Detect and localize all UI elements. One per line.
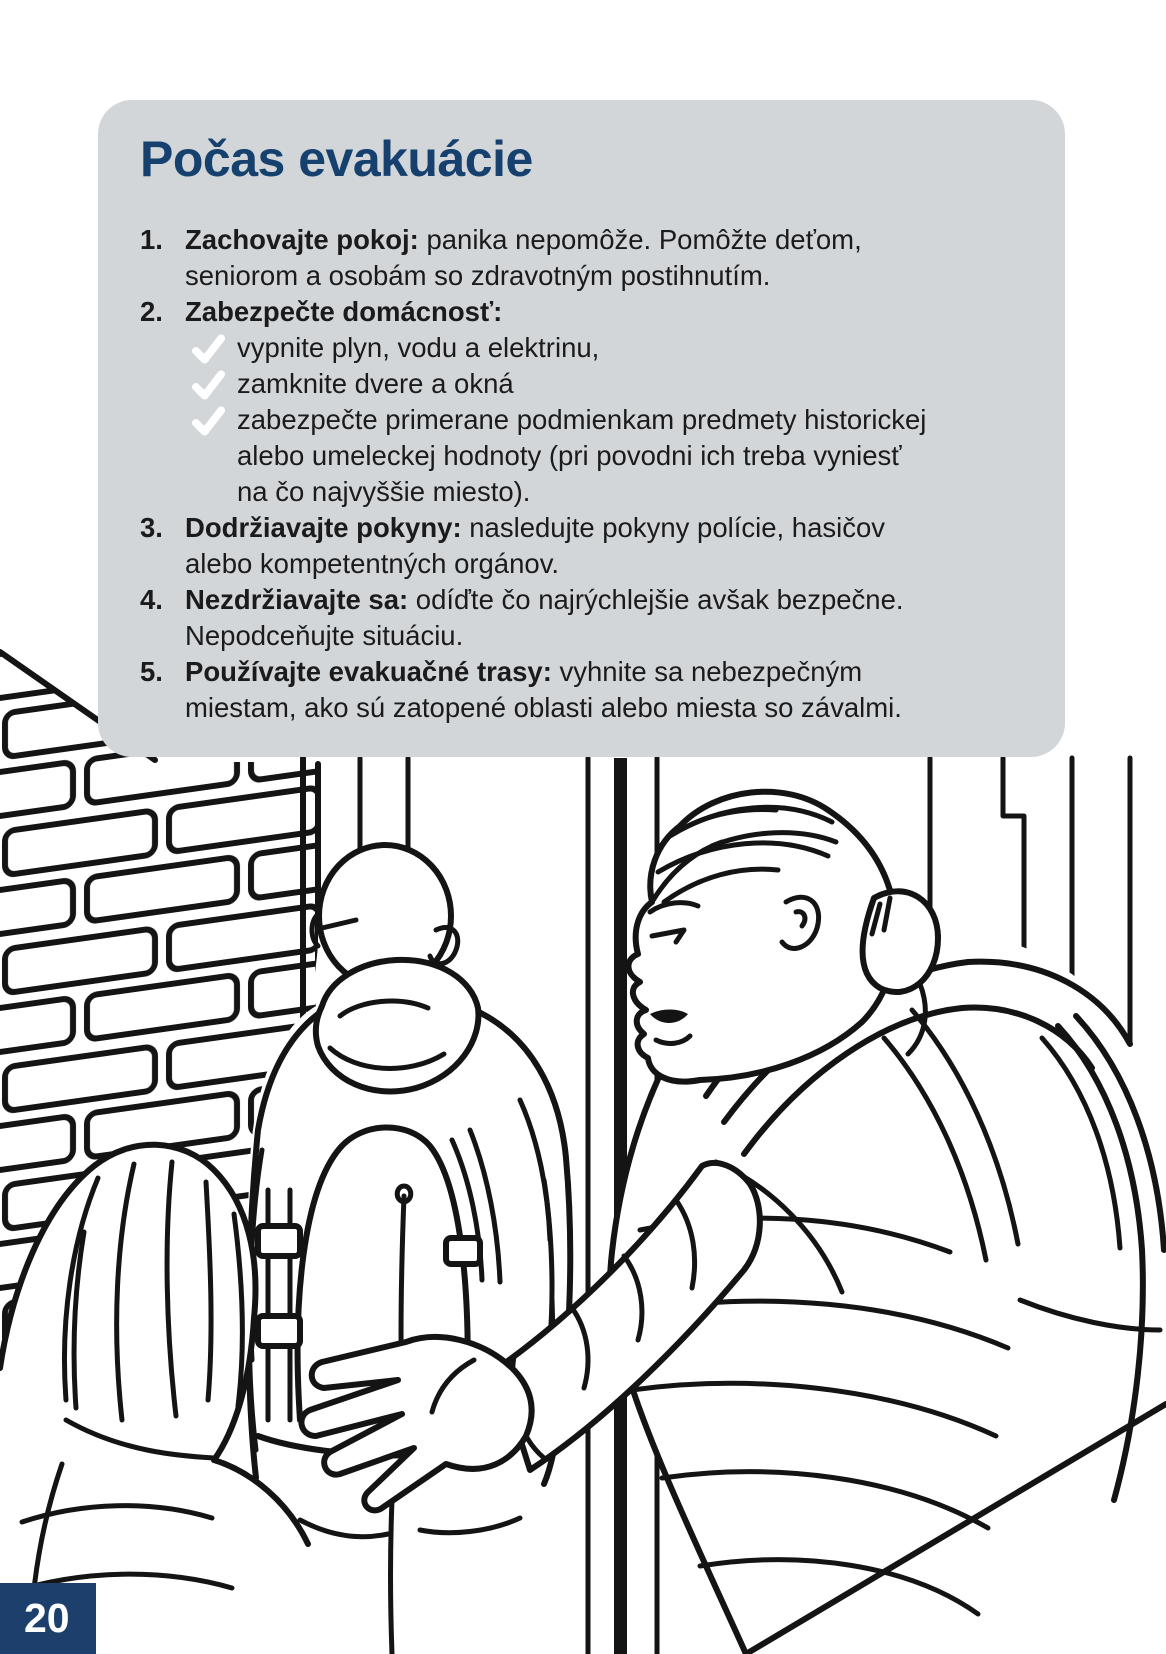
instruction-panel [98,100,1065,757]
item-number: 2. [140,296,163,327]
check-item [192,366,930,402]
item-lead: Zabezpečte domácnosť: [185,296,503,327]
check-icon [192,406,225,436]
list-item [140,510,1025,582]
item-number: 1. [140,224,163,255]
item-lead: Používajte evakuačné trasy: [185,656,552,687]
check-item [192,402,930,510]
item-number: 5. [140,656,163,687]
item-text: nasledujte pokyny polície, hasičov alebo kompetentných orgánov. [185,512,886,579]
item-text: panika nepomôže. Pomôžte deťom, seniorom a osobám so zdravotným postihnutím. [185,224,862,291]
list-item [140,654,1025,726]
item-lead: Dodržiavajte pokyny: [185,512,462,543]
check-icon [192,370,225,400]
check-text: vypnite plyn, vodu a elektrinu, [237,332,600,363]
item-number: 4. [140,584,163,615]
check-item [192,330,930,366]
check-text: zamknite dvere a okná [237,368,514,399]
list-item [140,294,1025,510]
instruction-list [140,222,1025,726]
list-item [140,222,1025,294]
boy-backpack-buckle [446,1238,480,1264]
page-title: Počas evakuácie [140,131,533,187]
item-lead: Nezdržiavajte sa: [185,584,409,615]
item-text: vyhnite sa nebezpečným miestam, ako sú zatopené oblasti alebo miesta so závalmi. [185,656,902,723]
list-item [140,582,1025,654]
check-text: zabezpečte primerane podmienkam predmety historickej alebo umeleckej hodnoty (pri povodni ich treba vyniesť na čo najvyššie miesto). [237,404,927,507]
item-text: odíďte čo najrýchlejšie avšak bezpečne. Nepodceňujte situáciu. [185,584,904,651]
woman-hair-bun [863,891,938,992]
item-number: 3. [140,512,163,543]
page-number-badge: 20 [0,1583,96,1654]
check-icon [192,334,225,364]
item-lead: Zachovajte pokoj: [185,224,419,255]
